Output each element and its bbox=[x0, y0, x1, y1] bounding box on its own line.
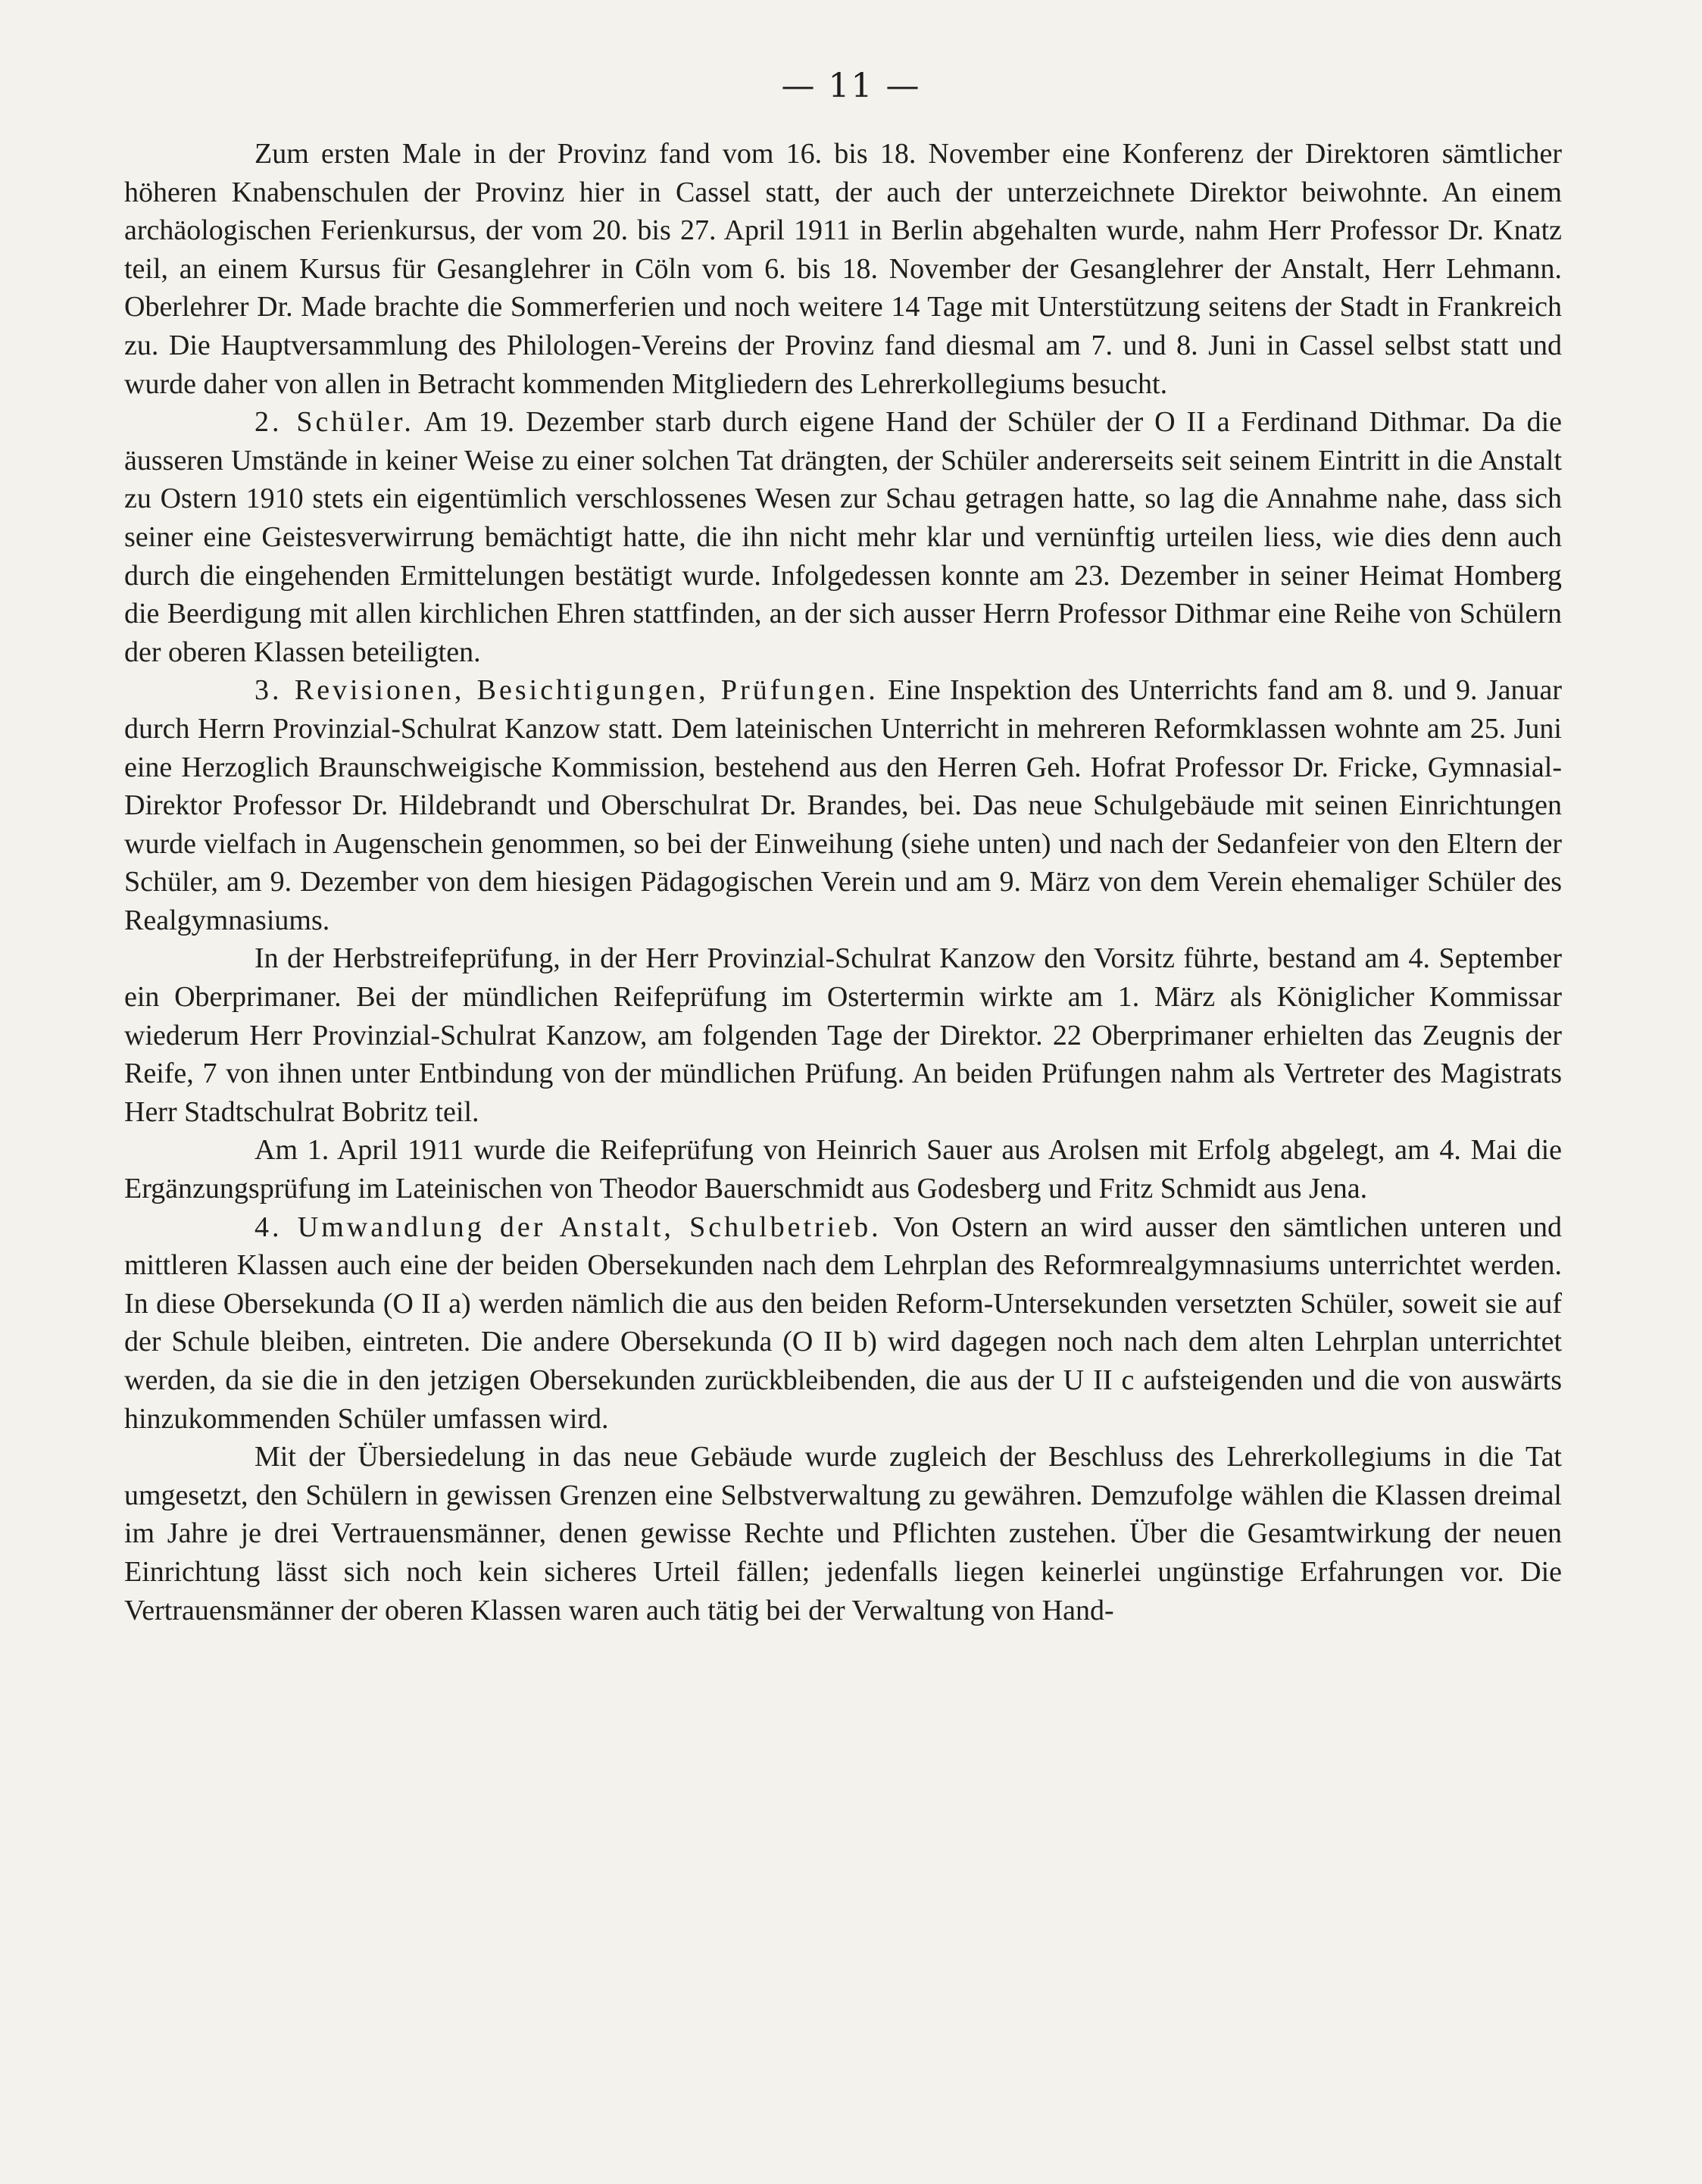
paragraph-self-administration bbox=[124, 1438, 1562, 1629]
page-number: — 11 — bbox=[781, 67, 921, 105]
paragraph-text: In der Herbstreifeprüfung, in der Herr Provinzial-Schulrat Kanzow den Vorsitz führte, bestand am 4. September ein Oberprimaner. Bei der mündlichen Reifeprüfung im Ostertermin wirkte am 1. März als Königlicher Kommissar wiederum Herr Provinzial-Schulrat Kanzow, am folgenden Tage der Direktor. 22 Oberprimaner erhielten das Zeugnis der Reife, 7 von ihnen unter Entbindung von der mündlichen Prüfung. An beiden Prüfungen nahm als Vertreter des Magistrats Herr Stadtschulrat Bobritz teil. bbox=[124, 942, 1562, 1128]
section-heading-revisions: 3. Revisionen, Besichtigungen, Prüfungen. bbox=[255, 674, 879, 707]
paragraph-text: Von Ostern an wird ausser den sämtlichen unteren und mittleren Klassen auch eine der beiden Obersekunden nach dem Lehrplan des Reformrealgymnasiums unterrichtet werden. In diese Obersekunda (O II a) werden nämlich die aus den beiden Reform-Untersekunden versetzten Schüler, soweit sie auf der Schule bleiben, eintreten. Die andere Obersekunda (O II b) wird dagegen noch nach dem alten Lehrplan unterrichtet werden, da sie die in den jetzigen Obersekunden zurückbleibenden, die aus der U II c aufsteigenden und die von auswärts hinzukommenden Schüler umfassen wird. bbox=[124, 1211, 1563, 1435]
paragraph-text: Zum ersten Male in der Provinz fand vom 16. bis 18. November eine Konferenz der Direktoren sämtlicher höheren Knabenschulen der Provinz hier in Cassel statt, der auch der unterzeichnete Direktor beiwohnte. An einem archäologischen Ferienkursus, der vom 20. bis 27. April 1911 in Berlin abgehalten wurde, nahm Herr Professor Dr. Knatz teil, an einem Kursus für Gesanglehrer in Cöln vom 6. bis 18. November der Gesanglehrer der Anstalt, Herr Lehmann. Oberlehrer Dr. Made brachte die Sommerferien und noch weitere 14 Tage mit Unterstützung seitens der Stadt in Frankreich zu. Die Hauptversammlung des Philologen-Vereins der Provinz fand diesmal am 7. und 8. Juni in Cassel selbst statt und wurde daher von allen in Betracht kommenden Mitgliedern des Lehrerkollegiums besucht. bbox=[124, 138, 1562, 400]
paragraph-text: Am 1. April 1911 wurde die Reifeprüfung von Heinrich Sauer aus Arolsen mit Erfolg abgelegt, am 4. Mai die Ergänzungsprüfung im Lateinischen von Theodor Bauerschmidt aus Godesberg und Fritz Schmidt aus Jena. bbox=[124, 1134, 1562, 1205]
paragraph-text: Mit der Übersiedelung in das neue Gebäude wurde zugleich der Beschluss des Lehrerkollegiums in die Tat umgesetzt, den Schülern in gewissen Grenzen eine Selbstverwaltung zu gewähren. Demzufolge wählen die Klassen dreimal im Jahre je drei Vertrauensmänner, denen gewisse Rechte und Pflichten zustehen. Über die Gesamtwirkung der neuen Einrichtung lässt sich noch kein sicheres Urteil fällen; jedenfalls liegen keinerlei ungünstige Erfahrungen vor. Die Vertrauensmänner der oberen Klassen waren auch tätig bei der Verwaltung von Hand- bbox=[124, 1441, 1562, 1626]
paragraph-conferences bbox=[124, 135, 1562, 403]
paragraph-april-exam bbox=[124, 1131, 1562, 1208]
section-heading-transformation: 4. Umwandlung der Anstalt, Schulbetrieb. bbox=[255, 1211, 882, 1243]
paragraph-text: Am 19. Dezember starb durch eigene Hand der Schüler der O II a Ferdinand Dithmar. Da die äusseren Umstände in keiner Weise zu einer solchen Tat drängten, der Schüler andererseits seit seinem Eintritt in die Anstalt zu Ostern 1910 stets ein eigentümlich verschlossenes Wesen zur Schau getragen hatte, so lag die Annahme nahe, dass sich seiner eine Geistesverwirrung bemächtigt hatte, die ihn nicht mehr klar und vernünftig urteilen liess, wie dies denn auch durch die eingehenden Ermittelungen bestätigt wurde. Infolgedessen konnte am 23. Dezember in seiner Heimat Homberg die Beerdigung mit allen kirchlichen Ehren stattfinden, an der sich ausser Herrn Professor Dithmar eine Reihe von Schülern der oberen Klassen beteiligten. bbox=[124, 406, 1562, 668]
paragraph-text: Eine Inspektion des Unterrichts fand am 8. und 9. Januar durch Herrn Provinzial-Schulrat Kanzow statt. Dem lateinischen Unterricht in mehreren Reformklassen wohnte am 25. Juni eine Herzoglich Braunschweigische Kommission, bestehend aus den Herren Geh. Hofrat Professor Dr. Fricke, Gymnasial-Direktor Professor Dr. Hildebrandt und Oberschulrat Dr. Brandes, bei. Das neue Schulgebäude mit seinen Einrichtungen wurde vielfach in Augenschein genommen, so bei der Einweihung (siehe unten) und nach der Sedanfeier von den Eltern der Schüler, am 9. Dezember von dem hiesigen Pädagogischen Verein und am 9. März von dem Verein ehemaliger Schüler des Realgymnasiums. bbox=[124, 674, 1563, 936]
paragraph-students bbox=[124, 403, 1562, 671]
paragraph-autumn-exam bbox=[124, 939, 1562, 1131]
paragraph-revisions bbox=[124, 671, 1562, 939]
body-text bbox=[124, 135, 1562, 1629]
section-heading-students: 2. Schüler. bbox=[255, 406, 414, 439]
paragraph-transformation bbox=[124, 1208, 1562, 1439]
